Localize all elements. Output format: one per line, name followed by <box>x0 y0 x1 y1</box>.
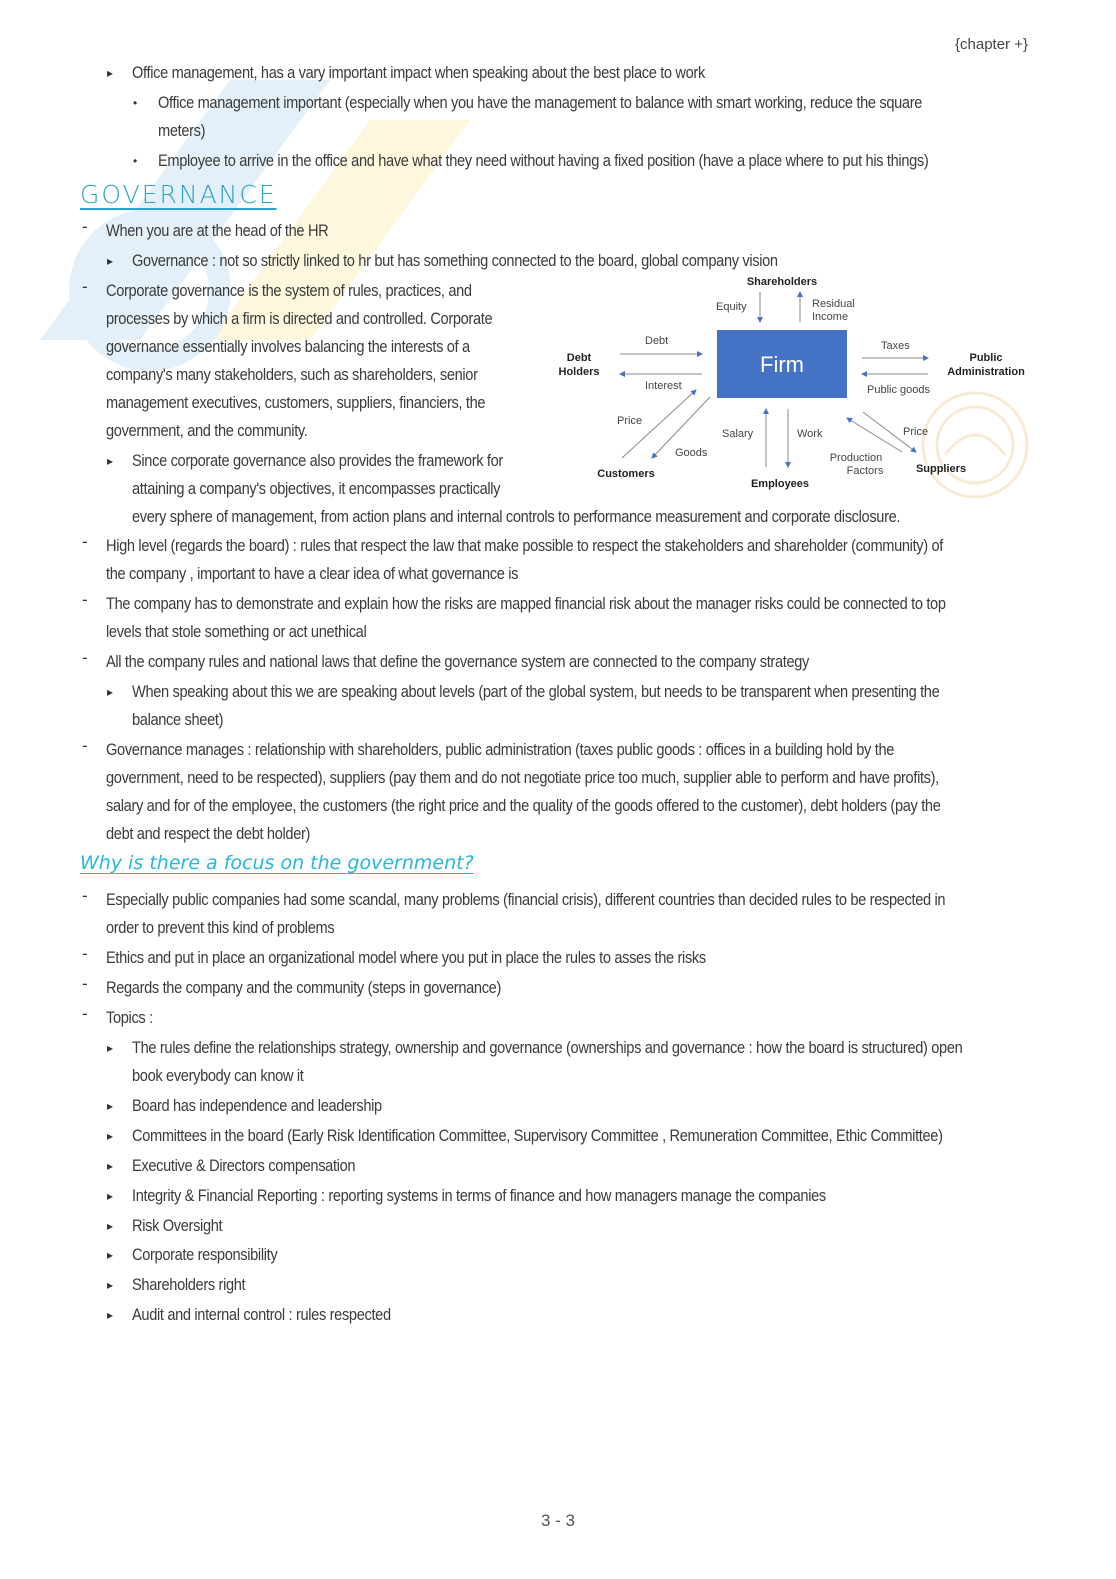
dash-marker: - <box>82 590 88 609</box>
bullet-arrow-icon: ▸ <box>107 1308 114 1322</box>
production-label: Production <box>829 452 883 464</box>
dash-marker: - <box>82 277 88 296</box>
public-goods-label: Public goods <box>867 384 930 396</box>
corporate-governance-line: management executives, customers, suppliers, financiers, the <box>106 393 486 412</box>
employees-label: Employees <box>750 478 810 490</box>
corporate-governance-line: Corporate governance is the system of rules, practices, and <box>106 281 472 300</box>
bullet-arrow-icon: ▸ <box>107 1189 114 1203</box>
governance-heading: GOVERNANCE <box>80 180 277 209</box>
bullet-arrow-icon: ▸ <box>107 1129 114 1143</box>
dash-marker: - <box>82 648 88 667</box>
high-level-line: the company , important to have a clear idea of what governance is <box>106 564 519 583</box>
topic-item: Executive & Directors compensation <box>132 1156 356 1175</box>
bullet-arrow-icon: ▸ <box>107 1278 114 1292</box>
topic-item: Risk Oversight <box>132 1216 223 1235</box>
debt-holders-label: Debt <box>566 352 592 364</box>
framework-line: attaining a company's objectives, it encompasses practically <box>132 479 501 498</box>
bullet-dot-icon: • <box>133 154 138 168</box>
risks-line: levels that stole something or act unethical <box>106 622 367 641</box>
bullet-arrow-icon: ▸ <box>107 1219 114 1233</box>
dash-marker: - <box>82 974 88 993</box>
corporate-governance-line: company's many stakeholders, such as shareholders, senior <box>106 365 478 384</box>
topic-item: Audit and internal control : rules respected <box>132 1305 391 1324</box>
stakeholder-diagram <box>550 272 1040 497</box>
office-sub-line-1: Office management important (especially when you have the management to balance with smart working, reduce the square <box>158 93 923 112</box>
page-number: 3 - 3 <box>540 1511 576 1530</box>
suppliers-label: Suppliers <box>915 463 967 475</box>
bullet-arrow-icon: ▸ <box>107 685 114 699</box>
shareholders-label: Shareholders <box>746 276 818 288</box>
company-rules-line: All the company rules and national laws that define the governance system are connected to the company strategy <box>106 652 810 671</box>
framework-line: every sphere of management, from action plans and internal controls to performance measurement and corporate disclosure. <box>132 507 901 526</box>
corporate-governance-line: government, and the community. <box>106 421 308 440</box>
chapter-header: {chapter +} <box>955 36 1028 53</box>
price-right-label: Price <box>903 426 929 438</box>
debt-holders-label-2: Holders <box>558 366 600 378</box>
risks-line: The company has to demonstrate and explain how the risks are mapped financial risk about the manager risks could be connected to top <box>106 594 946 613</box>
governance-bullet-1: When you are at the head of the HR <box>106 221 329 240</box>
dash-marker: - <box>82 1004 88 1023</box>
office-sub-line-2: Employee to arrive in the office and have what they need without having a fixed position (have a place where to put his things) <box>158 151 929 170</box>
governance-manages-line: government, need to be respected), suppliers (pay them and do not negotiate price too much, supplier able to perform and have profits), <box>106 768 939 787</box>
topic-item: Committees in the board (Early Risk Identification Committee, Supervisory Committee , Remuneration Committee, Ethic Committee) <box>132 1126 943 1145</box>
dash-marker: - <box>82 217 88 236</box>
corporate-governance-line: governance essentially involves balancing the interests of a <box>106 337 470 356</box>
dash-marker: - <box>82 886 88 905</box>
bullet-arrow-icon: ▸ <box>107 1041 114 1055</box>
income-label: Income <box>812 311 849 323</box>
high-level-line: High level (regards the board) : rules that respect the law that make possible to respect the stakeholders and shareholder (community) of <box>106 536 944 555</box>
price-left-label: Price <box>617 415 643 427</box>
topic-item-cont: book everybody can know it <box>132 1066 304 1085</box>
equity-label: Equity <box>716 301 747 313</box>
bullet-arrow-icon: ▸ <box>107 1159 114 1173</box>
interest-label: Interest <box>645 380 682 392</box>
community-line: Regards the company and the community (steps in governance) <box>106 978 501 997</box>
salary-label: Salary <box>722 428 754 440</box>
corporate-governance-line: processes by which a firm is directed and controlled. Corporate <box>106 309 493 328</box>
topics-line: Topics : <box>106 1008 153 1027</box>
firm-label: Firm <box>760 352 804 377</box>
levels-line: balance sheet) <box>132 710 224 729</box>
work-label: Work <box>797 428 823 440</box>
scandal-line: order to prevent this kind of problems <box>106 918 335 937</box>
dash-marker: - <box>82 736 88 755</box>
bullet-arrow-icon: ▸ <box>107 454 114 468</box>
levels-line: When speaking about this we are speaking about levels (part of the global system, but needs to be transparent when presenting the <box>132 682 940 701</box>
goods-label: Goods <box>675 447 708 459</box>
ethics-line: Ethics and put in place an organizational model where you put in place the rules to asses the risks <box>106 948 706 967</box>
bullet-arrow-icon: ▸ <box>107 1248 114 1262</box>
governance-bullet-1-sub: Governance : not so strictly linked to hr but has something connected to the board, global company vision <box>132 251 778 270</box>
dash-marker: - <box>82 944 88 963</box>
topic-item: Integrity & Financial Reporting : reporting systems in terms of finance and how managers manage the companies <box>132 1186 826 1205</box>
bullet-arrow-icon: ▸ <box>107 1099 114 1113</box>
public-admin-label-2: Administration <box>947 366 1025 378</box>
office-sub-line-1-cont: meters) <box>158 121 206 140</box>
public-admin-label: Public <box>969 352 1003 364</box>
topic-item: Corporate responsibility <box>132 1245 278 1264</box>
bullet-arrow-icon: ▸ <box>107 66 114 80</box>
topic-item: Shareholders right <box>132 1275 246 1294</box>
bullet-dot-icon: • <box>133 96 138 110</box>
office-management-line: Office management, has a vary important impact when speaking about the best place to work <box>132 63 705 82</box>
bullet-arrow-icon: ▸ <box>107 254 114 268</box>
topic-item: Board has independence and leadership <box>132 1096 382 1115</box>
governance-manages-line: salary and for of the employee, the customers (the right price and the quality of the goods offered to the customer), debt holders (pay the <box>106 796 941 815</box>
focus-heading: Why is there a focus on the government? <box>80 852 474 874</box>
debt-label: Debt <box>645 335 669 347</box>
dash-marker: - <box>82 532 88 551</box>
factors-label: Factors <box>846 465 884 477</box>
governance-manages-line: Governance manages : relationship with shareholders, public administration (taxes public goods : offices in a building hold by the <box>106 740 895 759</box>
framework-line: Since corporate governance also provides the framework for <box>132 451 503 470</box>
customers-label: Customers <box>597 468 655 480</box>
topic-item: The rules define the relationships strategy, ownership and governance (ownerships and governance : how the board is structured) open <box>132 1038 963 1057</box>
governance-manages-line: debt and respect the debt holder) <box>106 824 311 843</box>
scandal-line: Especially public companies had some scandal, many problems (financial crisis), different countries than decided rules to be respected in <box>106 890 946 909</box>
taxes-label: Taxes <box>881 340 910 352</box>
residual-label: Residual <box>812 298 855 310</box>
